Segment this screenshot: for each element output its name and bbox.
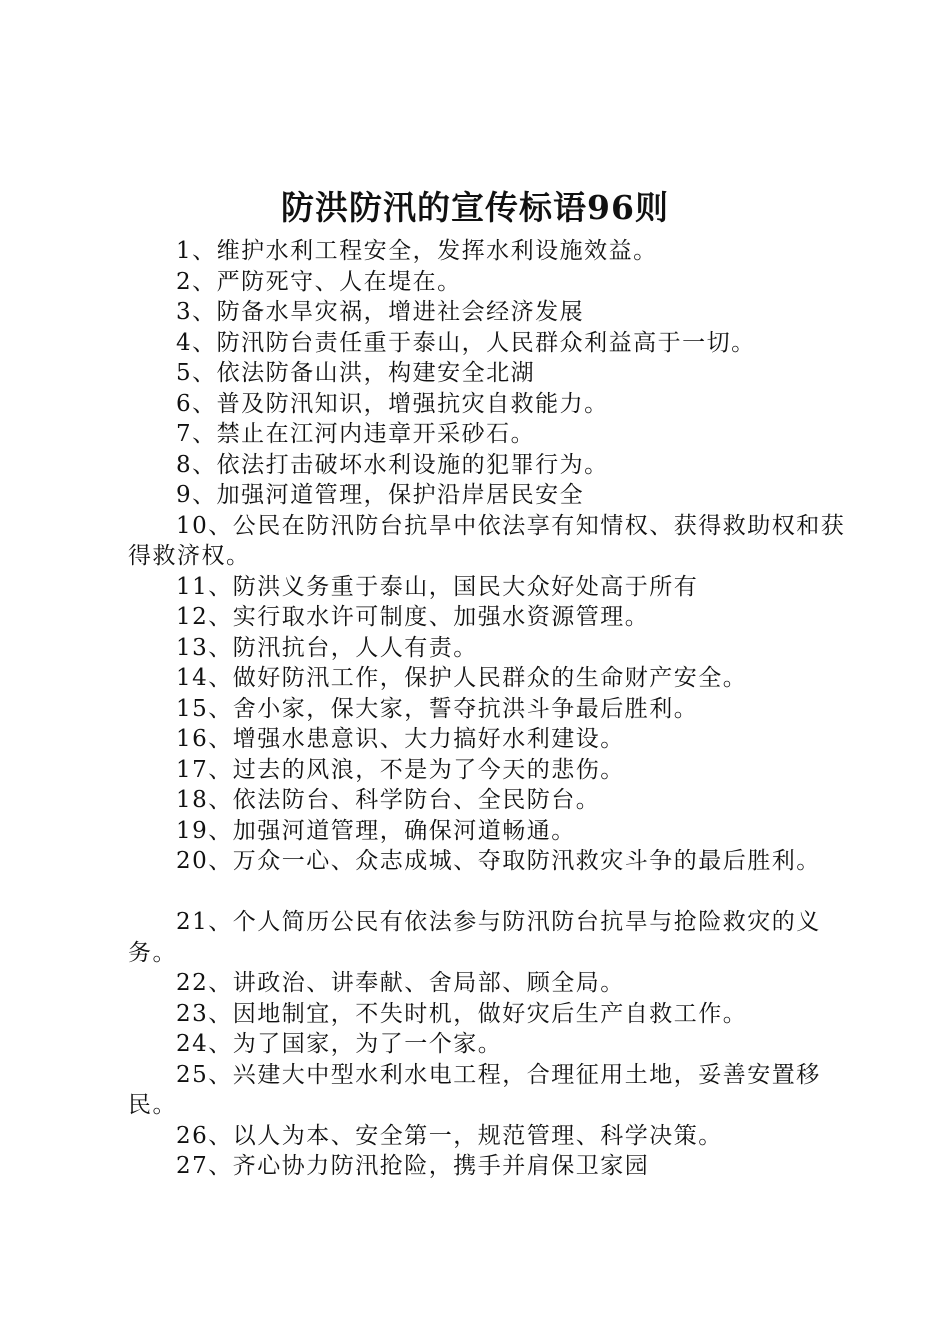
slogan-item-6: 6、普及防汛知识，增强抗灾自救能力。 [176, 390, 609, 417]
slogan-item-22: 22、讲政治、讲奉献、舍局部、顾全局。 [176, 970, 625, 996]
slogan-item-2: 2、严防死守、人在堤在。 [176, 268, 462, 295]
slogan-item-25: 25、兴建大中型水利水电工程，合理征用土地，妥善安置移民。 [128, 1061, 821, 1118]
slogan-item-5: 5、依法防备山洪，构建安全北湖 [176, 360, 536, 386]
slogan-item-9: 9、加强河道管理，保护沿岸居民安全 [176, 482, 585, 508]
slogan-item-8: 8、依法打击破坏水利设施的犯罪行为。 [176, 451, 609, 478]
slogan-item-19: 19、加强河道管理，确保河道畅通。 [176, 817, 576, 844]
slogan-item-14: 14、做好防汛工作，保护人民群众的生命财产安全。 [176, 665, 748, 691]
slogan-item-23: 23、因地制宜，不失时机，做好灾后生产自救工作。 [176, 1000, 748, 1027]
slogan-item-21: 21、个人简历公民有依法参与防汛防台抗旱与抢险救灾的义务。 [128, 909, 821, 966]
slogan-item-15: 15、舍小家，保大家，誓夺抗洪斗争最后胜利。 [176, 695, 699, 722]
slogan-item-24: 24、为了国家，为了一个家。 [176, 1031, 503, 1057]
slogan-item-1: 1、维护水利工程安全，发挥水利设施效益。 [176, 238, 658, 264]
slogan-item-20: 20、万众一心、众志成城、夺取防汛救灾斗争的最后胜利。 [176, 848, 821, 874]
paragraph-gap [128, 877, 858, 908]
slogan-item-12: 12、实行取水许可制度、加强水资源管理。 [176, 604, 650, 630]
slogan-item-18: 18、依法防台、科学防台、全民防台。 [176, 787, 601, 813]
slogan-list [128, 236, 858, 1182]
slogan-item-16: 16、增强水患意识、大力搞好水利建设。 [176, 726, 625, 752]
slogan-item-13: 13、防汛抗台，人人有责。 [176, 634, 478, 661]
slogan-item-7: 7、禁止在江河内违章开采砂石。 [176, 421, 536, 447]
slogan-item-10: 10、公民在防汛防台抗旱中依法享有知情权、获得救助权和获得救济权。 [128, 512, 846, 569]
slogan-item-27: 27、齐心协力防汛抢险，携手并肩保卫家园 [176, 1153, 650, 1179]
slogan-item-11: 11、防洪义务重于泰山，国民大众好处高于所有 [176, 573, 699, 600]
slogan-item-17: 17、过去的风浪，不是为了今天的悲伤。 [176, 756, 625, 783]
slogan-item-3: 3、防备水旱灾祸，增进社会经济发展 [176, 299, 585, 325]
slogan-item-26: 26、以人为本、安全第一，规范管理、科学决策。 [176, 1122, 723, 1149]
slogan-item-4: 4、防汛防台责任重于泰山，人民群众利益高于一切。 [176, 329, 756, 356]
document-title: 防洪防汛的宣传标语96则 [281, 188, 669, 227]
